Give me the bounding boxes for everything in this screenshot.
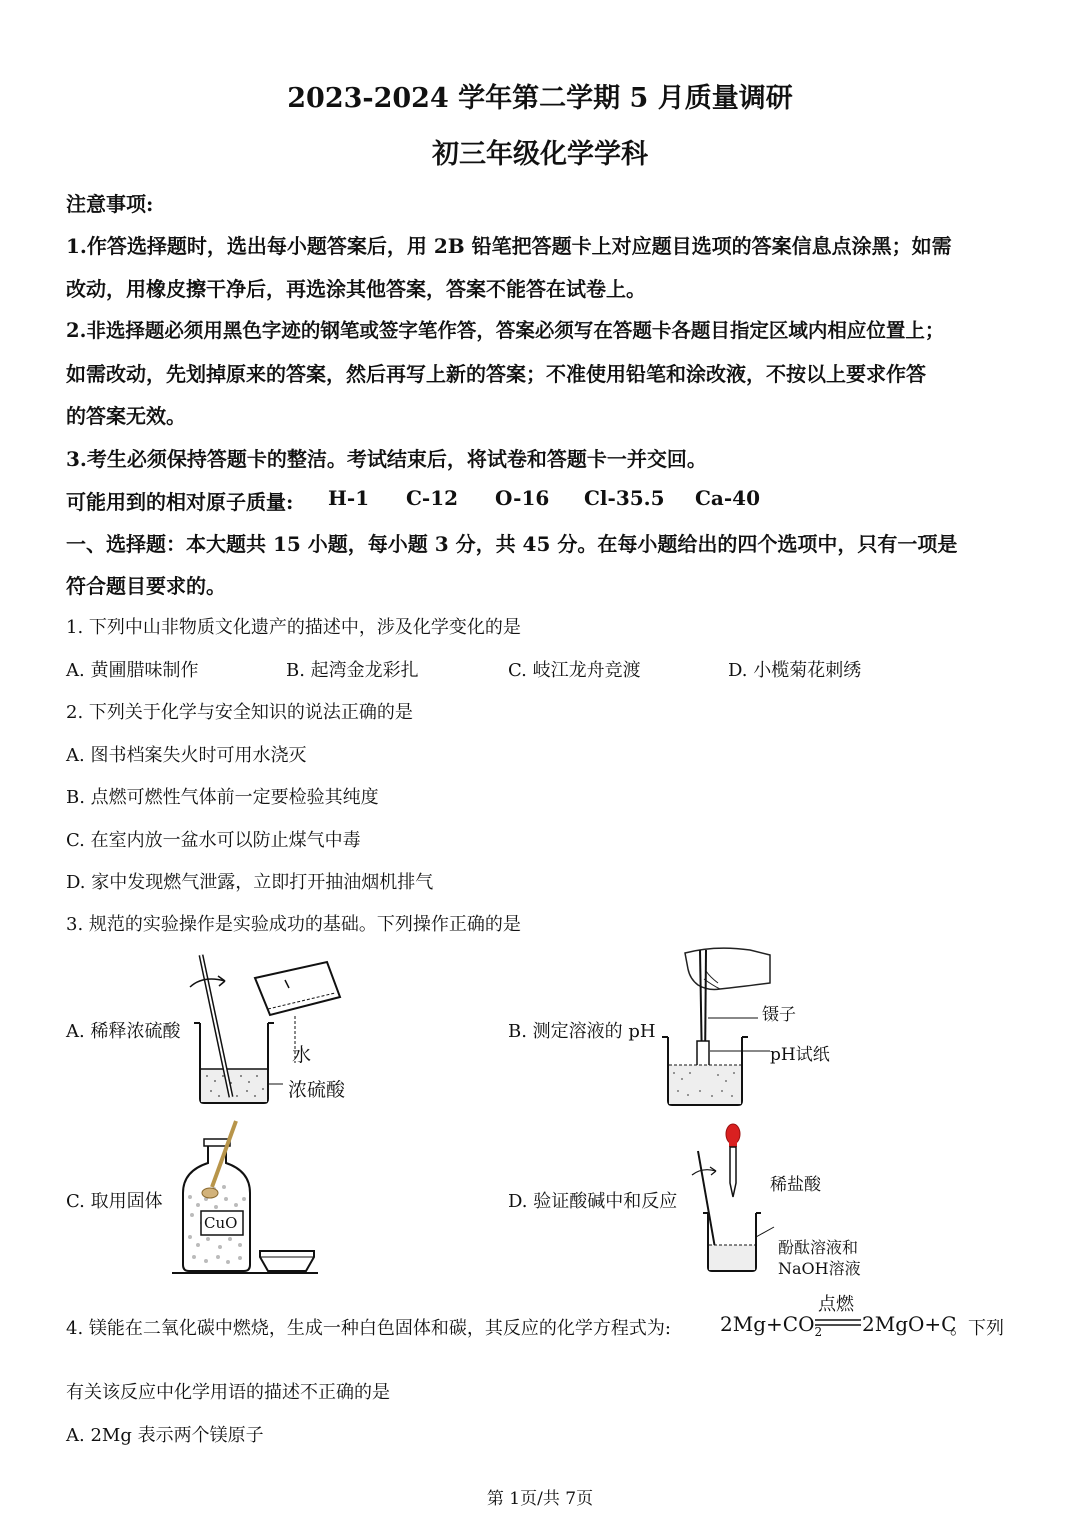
atomic-mass-item: Ca-40 [695, 486, 761, 510]
notice-heading: 注意事项: [66, 192, 154, 216]
notice-line: 改动，用橡皮擦干净后，再选涂其他答案，答案不能答在试卷上。 [66, 277, 646, 301]
label-tweezers: 镊子 [762, 1005, 796, 1025]
q3-option-b: B. 测定溶液的 pH [508, 1021, 656, 1042]
atomic-mass-item: C-12 [406, 486, 459, 510]
notice-line: 的答案无效。 [66, 404, 186, 428]
question-4-stem-tail: 。下列 [950, 1318, 1004, 1339]
section-heading: 一、选择题：本大题共 15 小题，每小题 3 分，共 45 分。在每小题给出的四个选项中，只有一项是 [66, 532, 958, 556]
section-heading-cont: 符合题目要求的。 [66, 574, 226, 598]
q2-option-a: A. 图书档案失火时可用水浇灭 [66, 745, 307, 766]
atomic-mass-label: 可能用到的相对原子质量: [66, 490, 294, 514]
q3-option-c: C. 取用固体 [66, 1191, 163, 1212]
page-title: 2023-2024 学年第二学期 5 月质量调研 [287, 83, 793, 114]
label-phenolphthalein: 酚酞溶液和 [778, 1238, 859, 1257]
q1-option-d: D. 小榄菊花刺绣 [728, 660, 862, 681]
figure-take-solid [168, 1115, 323, 1280]
q1-option-c: C. 岐江龙舟竞渡 [508, 660, 641, 681]
question-2-stem: 2. 下列关于化学与安全知识的说法正确的是 [66, 702, 413, 723]
page-subtitle: 初三年级化学学科 [432, 139, 648, 170]
label-concentrated-acid: 浓硫酸 [288, 1079, 346, 1101]
q2-option-b: B. 点燃可燃性气体前一定要检验其纯度 [66, 787, 379, 808]
label-cuo: CuO [204, 1214, 238, 1232]
question-4-stem-cont: 有关该反应中化学用语的描述不正确的是 [66, 1382, 390, 1403]
atomic-mass-item: O-16 [495, 486, 550, 510]
figure-dilute-acid [185, 945, 375, 1115]
label-water: 水 [292, 1044, 312, 1066]
label-dilute-hcl: 稀盐酸 [770, 1175, 821, 1195]
equation-left [720, 1312, 822, 1339]
atomic-mass-item: Cl-35.5 [584, 486, 665, 510]
figure-measure-ph [660, 945, 790, 1110]
label-naoh: NaOH溶液 [778, 1259, 861, 1278]
equation-subscript: 2 [814, 1325, 823, 1339]
notice-line: 如需改动，先划掉原来的答案，然后再写上新的答案；不准使用铅笔和涂改液，不按以上要求作答 [66, 362, 926, 386]
q3-option-a: A. 稀释浓硫酸 [66, 1021, 181, 1042]
notice-line: 2.非选择题必须用黑色字迹的钢笔或签字笔作答，答案必须写在答题卡各题目指定区域内相应位置上； [66, 319, 945, 342]
notice-line: 3.考生必须保持答题卡的整洁。考试结束后，将试卷和答题卡一并交回。 [66, 447, 707, 471]
q3-option-d: D. 验证酸碱中和反应 [508, 1191, 678, 1212]
equation-condition: 点燃 [818, 1294, 854, 1315]
equation-equals-sign [815, 1318, 863, 1328]
q2-option-d: D. 家中发现燃气泄露，立即打开抽油烟机排气 [66, 872, 434, 893]
question-1-stem: 1. 下列中山非物质文化遗产的描述中，涉及化学变化的是 [66, 617, 521, 638]
question-3-stem: 3. 规范的实验操作是实验成功的基础。下列操作正确的是 [66, 914, 521, 935]
notice-line: 1.作答选择题时，选出每小题答案后，用 2B 铅笔把答题卡上对应题目选项的答案信息点涂黑；如需 [66, 234, 952, 258]
page-number: 第 1页/共 7页 [486, 1489, 594, 1509]
q2-option-c: C. 在室内放一盆水可以防止煤气中毒 [66, 830, 361, 851]
q4-option-a: A. 2Mg 表示两个镁原子 [66, 1425, 264, 1446]
q1-option-a: A. 黄圃腊味制作 [66, 660, 199, 681]
label-ph-paper: pH试纸 [770, 1045, 830, 1065]
equation-products: 2MgO+C [862, 1312, 957, 1336]
figure-neutralization [690, 1115, 780, 1280]
atomic-mass-item: H-1 [328, 486, 370, 510]
q1-option-b: B. 起湾金龙彩扎 [286, 660, 419, 681]
equation-reactants: 2Mg+CO [720, 1312, 815, 1336]
question-4-stem: 4. 镁能在二氧化碳中燃烧，生成一种白色固体和碳，其反应的化学方程式为: [66, 1318, 671, 1339]
